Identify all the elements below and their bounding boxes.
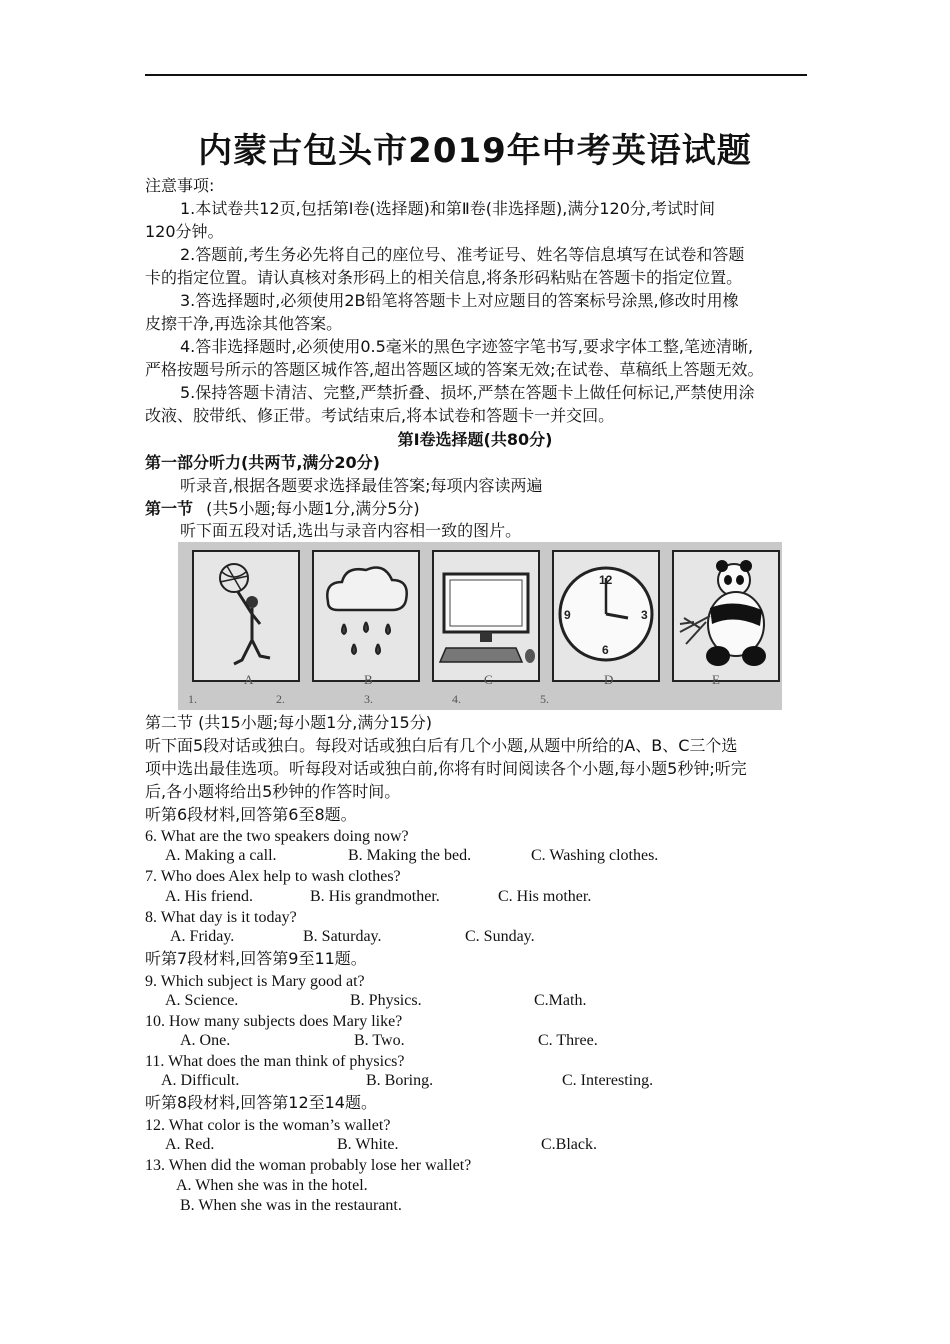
q9-option-c: C.Math. [534, 992, 587, 1009]
q7-option-c: C. His mother. [498, 888, 592, 905]
question-6: 6. What are the two speakers doing now? [145, 828, 409, 845]
question-8: 8. What day is it today? [145, 909, 297, 926]
picture-label-c: C [484, 672, 493, 687]
computer-icon [434, 552, 538, 680]
clock-icon [554, 552, 658, 680]
notice-item-3a: 3.答选择题时,必须使用2B铅笔将答题卡上对应题目的答案标号涂黑,修改时用橡 [180, 291, 739, 310]
q10-option-c: C. Three. [538, 1032, 598, 1049]
question-11: 11. What does the man think of physics? [145, 1053, 405, 1070]
q12-option-c: C.Black. [541, 1136, 597, 1153]
clock-number-3: 3 [641, 608, 648, 622]
q13-option-b: B. When she was in the restaurant. [180, 1197, 402, 1214]
rain-cloud-icon [314, 552, 418, 680]
q8-option-b: B. Saturday. [303, 928, 382, 945]
q6-option-b: B. Making the bed. [348, 847, 472, 864]
question-13: 13. When did the woman probably lose her wallet? [145, 1157, 472, 1174]
q9-option-a: A. Science. [165, 992, 239, 1009]
q7-option-a: A. His friend. [165, 888, 253, 905]
q12-option-b: B. White. [337, 1136, 399, 1153]
answer-blank-3: 3. [364, 692, 373, 706]
q10-option-a: A. One. [180, 1032, 231, 1049]
clock-number-6: 6 [602, 643, 609, 657]
picture-label-b: B [364, 672, 373, 687]
section1-line [145, 498, 420, 520]
q11-option-b: B. Boring. [366, 1072, 434, 1089]
section2-instruction-3: 后,各小题将给出5秒钟的作答时间。 [145, 782, 401, 801]
picture-label-e: E [712, 672, 720, 687]
section1-instruction: 听下面五段对话,选出与录音内容相一致的图片。 [180, 521, 522, 540]
notice-heading: 注意事项: [145, 176, 215, 195]
picture-d [552, 550, 660, 682]
q7-option-b: B. His grandmother. [310, 888, 440, 905]
notice-item-2b: 卡的指定位置。请认真核对条形码上的相关信息,将条形码粘贴在答题卡的指定位置。 [145, 268, 743, 287]
section2-line: 第二节 (共15小题;每小题1分,满分15分) [145, 713, 432, 732]
notice-item-3b: 皮擦干净,再选涂其他答案。 [145, 314, 343, 333]
part1-heading: 第一部分听力(共两节,满分20分) [145, 453, 380, 472]
notice-item-2a: 2.答题前,考生务必先将自己的座位号、准考证号、姓名等信息填写在试卷和答题 [180, 245, 745, 264]
q13-option-a: A. When she was in the hotel. [176, 1177, 368, 1194]
section2-instruction-1: 听下面5段对话或独白。每段对话或独白后有几个小题,从题中所给的A、B、C三个选 [145, 736, 738, 755]
question-9: 9. Which subject is Mary good at? [145, 973, 365, 990]
q6-option-c: C. Washing clothes. [531, 847, 659, 864]
answer-blank-2: 2. [276, 692, 285, 706]
notice-item-5a: 5.保持答题卡清洁、完整,严禁折叠、损坏,严禁在答题卡上做任何标记,严禁使用涂 [180, 383, 755, 402]
notice-item-5b: 改液、胶带纸、修正带。考试结束后,将本试卷和答题卡一并交回。 [145, 406, 615, 425]
picture-label-a: A [244, 672, 254, 687]
picture-c [432, 550, 540, 682]
picture-a [192, 550, 300, 682]
q12-option-a: A. Red. [165, 1136, 215, 1153]
clock-number-12: 12 [599, 573, 613, 587]
question-7: 7. Who does Alex help to wash clothes? [145, 868, 401, 885]
group-heading-9: 听第7段材料,回答第9至11题。 [145, 949, 367, 968]
group-heading-12: 听第8段材料,回答第12至14题。 [145, 1093, 377, 1112]
listening-pictures [178, 542, 782, 710]
q10-option-b: B. Two. [354, 1032, 405, 1049]
part1-instruction: 听录音,根据各题要求选择最佳答案;每项内容读两遍 [180, 476, 543, 495]
answer-blank-5: 5. [540, 692, 549, 706]
exam-title: 内蒙古包头市2019年中考英语试题 [198, 131, 752, 171]
notice-item-1a: 1.本试卷共12页,包括第Ⅰ卷(选择题)和第Ⅱ卷(非选择题),满分120分,考试时间 [180, 199, 715, 218]
notice-item-4b: 严格按题号所示的答题区城作答,超出答题区域的答案无效;在试卷、草稿纸上答题无效。 [145, 360, 764, 379]
picture-label-d: D [604, 672, 614, 687]
section2-instruction-2: 项中选出最佳选项。听每段对话或独白前,你将有时间阅读各个小题,每小题5秒钟;听完 [145, 759, 747, 778]
answer-blank-1: 1. [188, 692, 197, 706]
section1-info: (共5小题;每小题1分,满分5分) [206, 499, 420, 518]
q6-option-a: A. Making a call. [165, 847, 277, 864]
basketball-player-icon [194, 552, 298, 680]
q9-option-b: B. Physics. [350, 992, 422, 1009]
answer-blank-4: 4. [452, 692, 461, 706]
question-12: 12. What color is the woman’s wallet? [145, 1117, 391, 1134]
picture-e [672, 550, 780, 682]
q8-option-a: A. Friday. [170, 928, 235, 945]
section1-title: 第一节 [145, 499, 194, 518]
q11-option-a: A. Difficult. [161, 1072, 240, 1089]
question-10: 10. How many subjects does Mary like? [145, 1013, 403, 1030]
picture-b [312, 550, 420, 682]
q11-option-c: C. Interesting. [562, 1072, 654, 1089]
panda-icon [674, 552, 778, 680]
notice-item-4a: 4.答非选择题时,必须使用0.5毫米的黑色字迹签字笔书写,要求字体工整,笔迹清晰, [180, 337, 754, 356]
q8-option-c: C. Sunday. [465, 928, 535, 945]
group-heading-6: 听第6段材料,回答第6至8题。 [145, 805, 357, 824]
top-rule [145, 74, 807, 76]
volume-heading: 第I卷选择题(共80分) [397, 430, 553, 449]
notice-item-1b: 120分钟。 [145, 222, 224, 241]
clock-number-9: 9 [564, 608, 571, 622]
